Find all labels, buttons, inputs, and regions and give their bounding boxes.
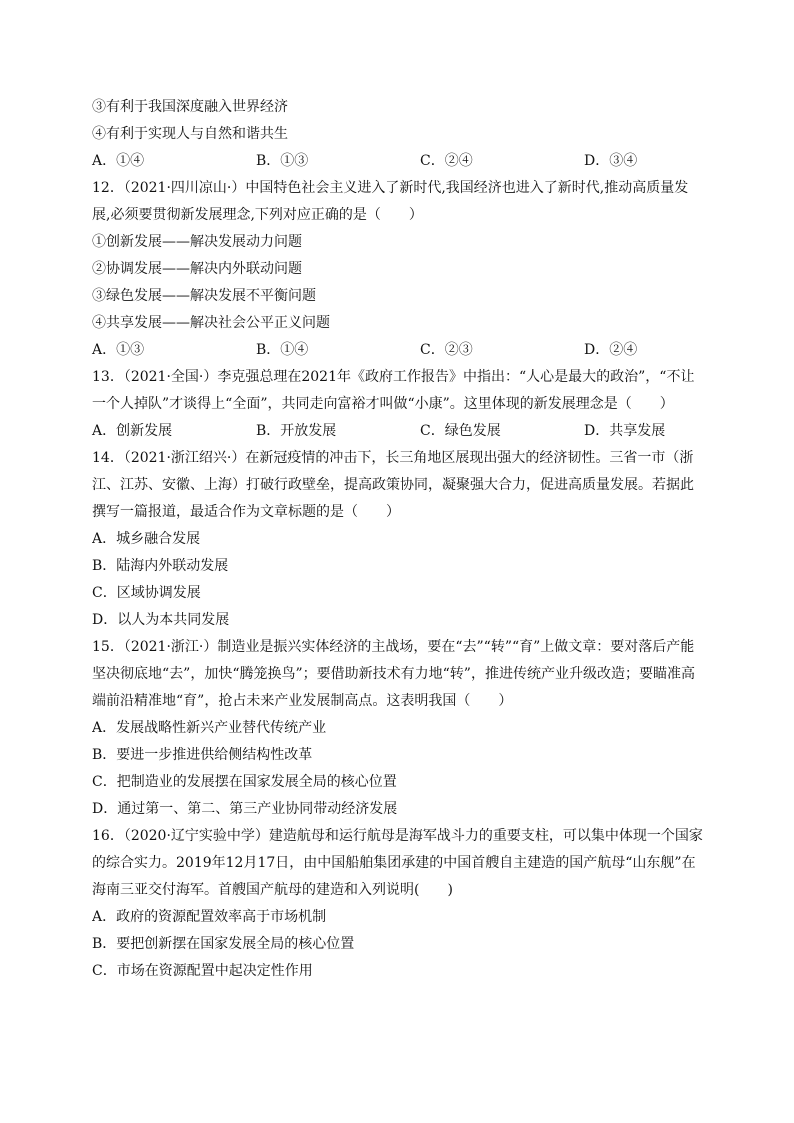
q11-option-c: C．②④ xyxy=(420,153,473,169)
question-content xyxy=(92,94,704,985)
q16-option-c: C．市场在资源配置中起决定性作用 xyxy=(92,963,313,979)
q13-option-c: C．绿色发展 xyxy=(420,423,501,439)
q13-option-a: A．创新发展 xyxy=(92,423,173,439)
q12-option-d: D．②④ xyxy=(584,342,638,358)
q12-options xyxy=(92,337,704,364)
q13-stem: 13．（2021·全国·）李克强总理在2021年《政府工作报告》中指出：“人心是最大的政治”，“不让一个人掉队”才谈得上“全面”，共同走向富裕才叫做“小康”。这里体现的新发展理念是（ ） xyxy=(92,369,695,412)
q12-item-1: ①创新发展——解决发展动力问题 xyxy=(92,234,302,250)
q14-option-a: A．城乡融合发展 xyxy=(92,531,201,547)
q15-stem: 15．（2021·浙江·）制造业是振兴实体经济的主战场，要在“去”“转”“育”上做文章：要对落后产能坚决彻底地“去”，加快“腾笼换鸟”；要借助新技术有力地“转”，推进传统产业升级改造；要瞄准高端前沿精准地“育”，抢占未来产业发展制高点。这表明我国（ ） xyxy=(92,639,695,709)
q14-option-c: C．区域协调发展 xyxy=(92,585,201,601)
q12-option-b: B．①④ xyxy=(256,342,309,358)
q11-option-b: B．①③ xyxy=(256,153,309,169)
q15-option-d: D．通过第一、第二、第三产业协同带动经济发展 xyxy=(92,801,398,817)
q11-item-4: ④有利于实现人与自然和谐共生 xyxy=(92,126,288,142)
q14-option-d: D．以人为本共同发展 xyxy=(92,612,230,628)
q11-item-3: ③有利于我国深度融入世界经济 xyxy=(92,99,288,115)
q16-option-a: A．政府的资源配置效率高于市场机制 xyxy=(92,909,327,925)
q12-item-4: ④共享发展——解决社会公平正义问题 xyxy=(92,315,330,331)
q16-stem: 16．（2020·辽宁实验中学）建造航母和运行航母是海军战斗力的重要支柱，可以集中体现一个国家的综合实力。2019年12月17日，由中国船舶集团承建的中国首艘自主建造的国产航母“山东舰”在海南三亚交付海军。首艘国产航母的建造和入列说明( ) xyxy=(92,828,703,898)
q15-option-a: A．发展战略性新兴产业替代传统产业 xyxy=(92,720,327,736)
q12-item-2: ②协调发展——解决内外联动问题 xyxy=(92,261,302,277)
q13-options xyxy=(92,418,704,445)
q12-option-a: A．①③ xyxy=(92,342,145,358)
q13-option-b: B．开放发展 xyxy=(256,423,337,439)
q16-option-b: B．要把创新摆在国家发展全局的核心位置 xyxy=(92,936,355,952)
q14-stem: 14．（2021·浙江绍兴·）在新冠疫情的冲击下，长三角地区展现出强大的经济韧性。三省一市（浙江、江苏、安徽、上海）打破行政壁垒，提高政策协同，凝聚强大合力，促进高质量发展。若据此撰写一篇报道，最适合作为文章标题的是（ ） xyxy=(92,450,694,520)
q12-option-c: C．②③ xyxy=(420,342,473,358)
q15-option-b: B．要进一步推进供给侧结构性改革 xyxy=(92,747,313,763)
q13-option-d: D．共享发展 xyxy=(584,423,666,439)
q11-option-d: D．③④ xyxy=(584,153,638,169)
q15-option-c: C．把制造业的发展摆在国家发展全局的核心位置 xyxy=(92,774,397,790)
q14-option-b: B．陆海内外联动发展 xyxy=(92,558,229,574)
q11-option-a: A．①④ xyxy=(92,153,145,169)
q11-options xyxy=(92,148,704,175)
q12-stem: 12．（2021·四川凉山·）中国特色社会主义进入了新时代,我国经济也进入了新时代,推动高质量发展,必须要贯彻新发展理念,下列对应正确的是（ ） xyxy=(92,180,689,223)
q12-item-3: ③绿色发展——解决发展不平衡问题 xyxy=(92,288,316,304)
